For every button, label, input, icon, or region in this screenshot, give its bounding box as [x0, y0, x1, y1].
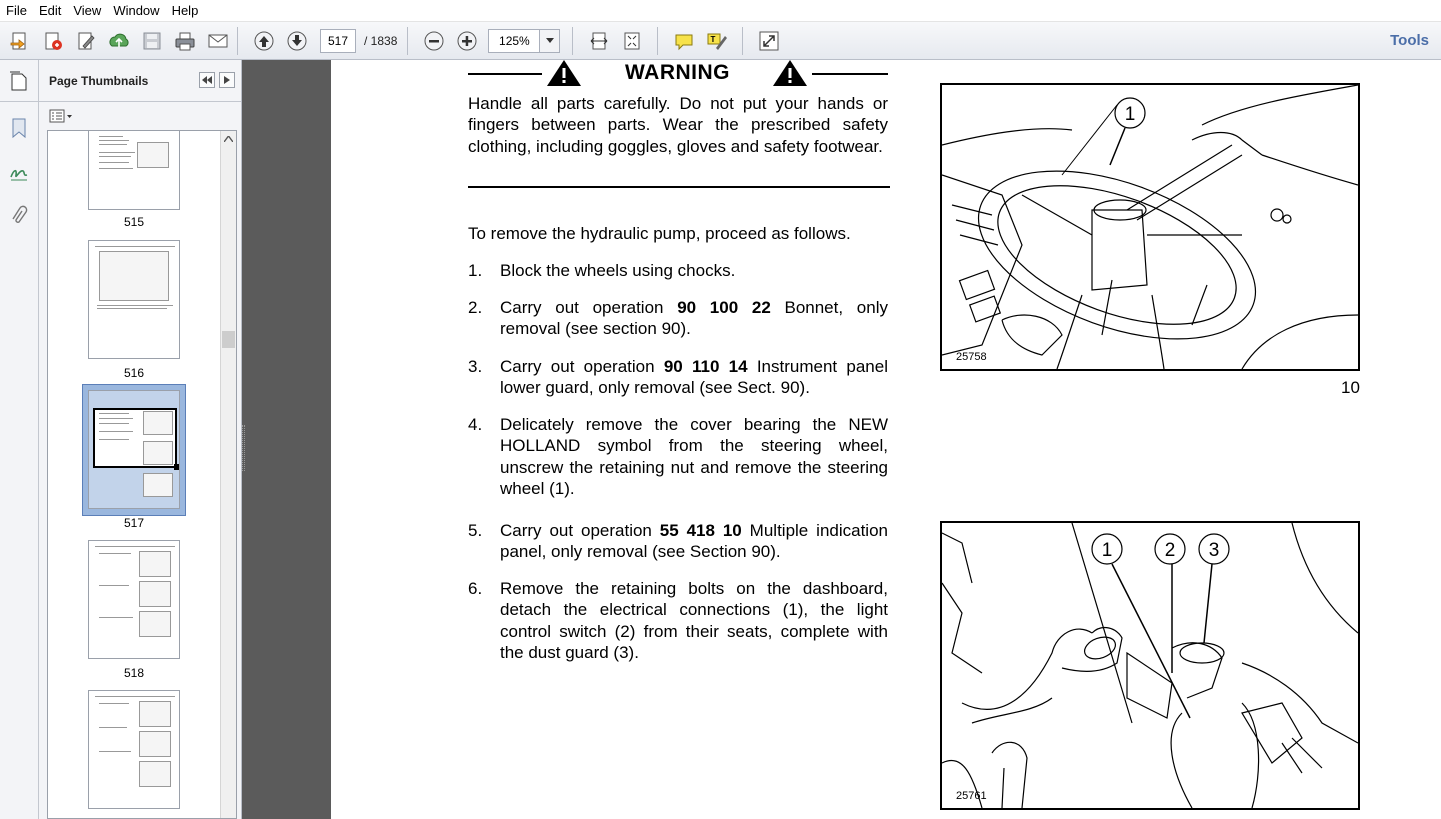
thumbnail-list [47, 130, 237, 819]
create-pdf-icon[interactable] [40, 28, 66, 54]
warning-header [468, 60, 888, 88]
thumbnail-label: 515 [123, 215, 145, 229]
zoom-select[interactable] [488, 29, 560, 53]
toolbar [0, 22, 1441, 60]
panel-splitter[interactable] [242, 425, 245, 471]
email-icon[interactable] [205, 28, 231, 54]
step-text: Carry out operation 55 418 10 Multiple indication panel, only removal (see Section 90). [500, 521, 888, 562]
page-thumbnails-icon[interactable] [0, 60, 38, 102]
thumbnail-page-519[interactable] [88, 690, 180, 809]
warning-text: Handle all parts carefully. Do not put your hands or fingers between parts. Wear the prescribed safety clothing, including goggles, gloves and safety footwear. [468, 94, 888, 156]
highlight-text-icon[interactable] [704, 28, 730, 54]
steering-wheel-illustration [942, 85, 1358, 369]
svg-text:T: T [710, 34, 716, 44]
thumbnail-label: 518 [123, 666, 145, 680]
collapse-panel-icon[interactable] [199, 72, 215, 88]
rule [468, 73, 542, 75]
scrollbar-thumb[interactable] [222, 331, 235, 348]
navigation-rail [0, 60, 39, 819]
fit-page-icon[interactable] [619, 28, 645, 54]
rule [812, 73, 888, 75]
thumbnail-label: 516 [123, 366, 145, 380]
toolbar-separator [237, 27, 238, 55]
menu-file[interactable]: File [6, 2, 27, 18]
warning-icon [772, 59, 808, 87]
page-number-input[interactable] [320, 29, 356, 53]
toolbar-separator [407, 27, 408, 55]
thumbnail-label: 517 [123, 516, 145, 530]
step-number: 2. [468, 298, 483, 317]
toolbar-separator [742, 27, 743, 55]
figure-callout: 1 [1124, 104, 1136, 125]
menu-edit[interactable]: Edit [38, 2, 62, 18]
figure-id: 25761 [956, 790, 987, 802]
step-text: Carry out operation 90 110 14 Instrument panel lower guard, only removal (see Sect. 90). [500, 357, 888, 398]
menu-window[interactable]: Window [113, 2, 160, 18]
warning-icon [546, 59, 582, 87]
figure-callout: 3 [1208, 540, 1220, 561]
scroll-up-icon[interactable] [221, 131, 236, 147]
expand-panel-icon[interactable] [219, 72, 235, 88]
zoom-input[interactable] [489, 30, 539, 52]
warning-title: WARNING [625, 61, 730, 84]
previous-page-icon[interactable] [251, 28, 277, 54]
thumbnail-page-516[interactable] [88, 240, 180, 359]
thumbnail-scrollbar[interactable] [220, 131, 236, 818]
figure-callout: 2 [1164, 540, 1176, 561]
figure-id: 25758 [956, 351, 987, 363]
expand-icon[interactable] [756, 28, 782, 54]
step-number: 4. [468, 415, 483, 434]
step-number: 6. [468, 579, 483, 598]
figure-steering-wheel [940, 83, 1360, 371]
attachments-icon[interactable] [0, 194, 38, 238]
figure-callout: 1 [1101, 540, 1113, 561]
rule [468, 186, 890, 188]
next-page-icon[interactable] [284, 28, 310, 54]
tools-link[interactable]: Tools [1390, 32, 1429, 49]
menu-bar [0, 0, 1441, 22]
panel-options [39, 102, 241, 130]
signatures-icon[interactable] [0, 150, 38, 194]
figure-dashboard-connections [940, 521, 1360, 810]
fit-width-icon[interactable] [586, 28, 612, 54]
panel-title: Page Thumbnails [49, 73, 149, 88]
step-number: 3. [468, 357, 483, 376]
panel-nav [199, 72, 235, 88]
figure-number: 10 [1341, 378, 1360, 397]
menu-help[interactable]: Help [171, 2, 199, 18]
menu-view[interactable]: View [73, 2, 102, 18]
page-total: / 1838 [364, 33, 398, 48]
step-text: Block the wheels using chocks. [500, 261, 736, 280]
upload-icon[interactable] [106, 28, 132, 54]
save-icon[interactable] [139, 28, 165, 54]
intro-text: To remove the hydraulic pump, proceed as follows. [468, 224, 851, 243]
toolbar-separator [572, 27, 573, 55]
comment-icon[interactable] [671, 28, 697, 54]
print-icon[interactable] [172, 28, 198, 54]
step-number: 5. [468, 521, 483, 540]
panel-header [39, 60, 241, 102]
step-number: 1. [468, 261, 483, 280]
step-text: Carry out operation 90 100 22 Bonnet, only removal (see section 90). [500, 298, 888, 339]
thumbnail-page-515[interactable] [88, 130, 180, 210]
dashboard-illustration [942, 523, 1358, 808]
open-icon[interactable] [7, 28, 33, 54]
chevron-down-icon[interactable] [539, 30, 559, 52]
toolbar-separator [657, 27, 658, 55]
bookmarks-icon[interactable] [0, 106, 38, 150]
options-menu-icon[interactable] [49, 107, 75, 125]
step-text: Delicately remove the cover bearing the NEW HOLLAND symbol from the steering wheel, unscrew the retaining nut and remove the steering wheel (1). [500, 415, 888, 499]
step-text: Remove the retaining bolts on the dashboard, detach the electrical connections (1), the light control switch (2) from their seats, complete with the dust guard (3). [500, 579, 888, 663]
thumbnail-page-518[interactable] [88, 540, 180, 659]
zoom-in-icon[interactable] [454, 28, 480, 54]
zoom-out-icon[interactable] [421, 28, 447, 54]
edit-icon[interactable] [73, 28, 99, 54]
thumbnails-panel [39, 60, 242, 819]
thumbnail-page-517[interactable] [88, 390, 180, 509]
